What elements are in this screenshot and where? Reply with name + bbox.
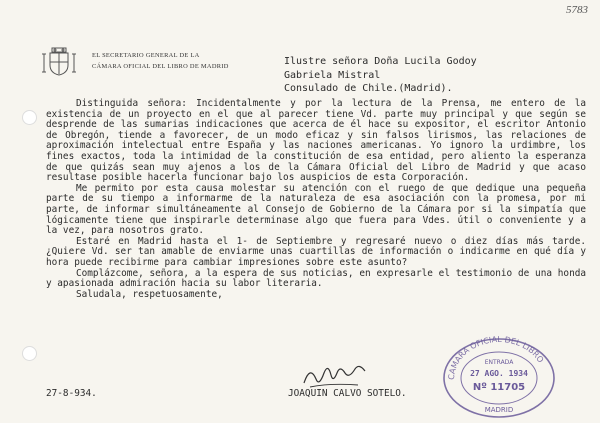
letterhead-line-1: EL SECRETARIO GENERAL DE LA xyxy=(92,52,200,59)
paragraph-1: Distinguida señora: Incidentalmente y por la lectura de la Prensa, me entero de la existencia de un proyecto en el que al parecer tiene Vd. parte muy principal y que según se desprende de las sumarias indicaciones que acerca de él hace su expositor, el escritor Antonio de Obregón, tiende a favorecer, de un modo eficaz y sin falsos lirismos, las relaciones de aproximación intelectual entre España y las naciones americanas. Yo ignoro la urdimbre, los fines exactos, toda la intimidad de la constitución de esa entidad, pero aliento la esperanza de que quizás sean muy ajenos a los de la Cámara Oficial del Libro de Madrid y que acaso resultase posible hacerla funcionar bajo los auspicios de esta Corporación. xyxy=(46,98,586,184)
closing-salutation: Saludala, respetuosamente, xyxy=(76,288,223,300)
recipient-line-1: Ilustre señora Doña Lucila Godoy xyxy=(284,56,477,67)
recipient-line-2: Gabriela Mistral xyxy=(284,69,381,81)
handwritten-signature xyxy=(300,363,370,391)
letterhead-line-2: CÁMARA OFICIAL DEL LIBRO DE MADRID xyxy=(92,63,229,70)
letter-date: 27-8-934. xyxy=(46,388,97,399)
stamp-ring-text: CAMARA OFICIAL DEL LIBRO xyxy=(446,334,546,381)
punch-hole-top xyxy=(22,110,37,125)
stamp-city: MADRID xyxy=(484,406,514,414)
paragraph-2: Me permito por esta causa molestar su atención con el ruego de que dedique una pequeña parte de su tiempo a informarme de la naturaleza de esa asociación con la promesa, por mi parte, de informar simultáneamente al Consejo de Gobierno de la Cámara por si la simpatía que lógicamente tiene que inspirarle determinase algo que fuera para Vdes. útil o conveniente y a la vez, para nosotros grato. xyxy=(46,182,586,237)
recipient-block xyxy=(284,55,477,96)
coat-of-arms-icon xyxy=(40,44,78,78)
punch-hole-bottom xyxy=(22,346,37,361)
paragraph-4: Complázcome, señora, a la espera de sus noticias, en expresarle el testimonio de una honda y apasionada admiración hacia su labor literaria. xyxy=(46,267,586,290)
stamp-date: 27 AGO. 1934 xyxy=(470,369,528,378)
registry-stamp xyxy=(440,330,558,418)
paragraph-3: Estaré en Madrid hasta el 1- de Septiembre y regresaré nuevo o diez días más tarde. ¿Quiere Vd. ser tan amable de enviarme unas cuartillas de información o indicarme en qué día y hora puede recibirme para cambiar impresiones sobre este asunto? xyxy=(46,235,586,268)
stamp-label: ENTRADA xyxy=(484,359,514,366)
recipient-line-3: Consulado de Chile.(Madrid). xyxy=(284,83,453,94)
stamp-number: Nº 11705 xyxy=(472,382,526,393)
archive-number: 5783 xyxy=(566,4,588,16)
letterhead xyxy=(92,50,229,72)
signer-name: JOAQUIN CALVO SOTELO. xyxy=(288,388,407,399)
letter-body xyxy=(46,99,586,300)
